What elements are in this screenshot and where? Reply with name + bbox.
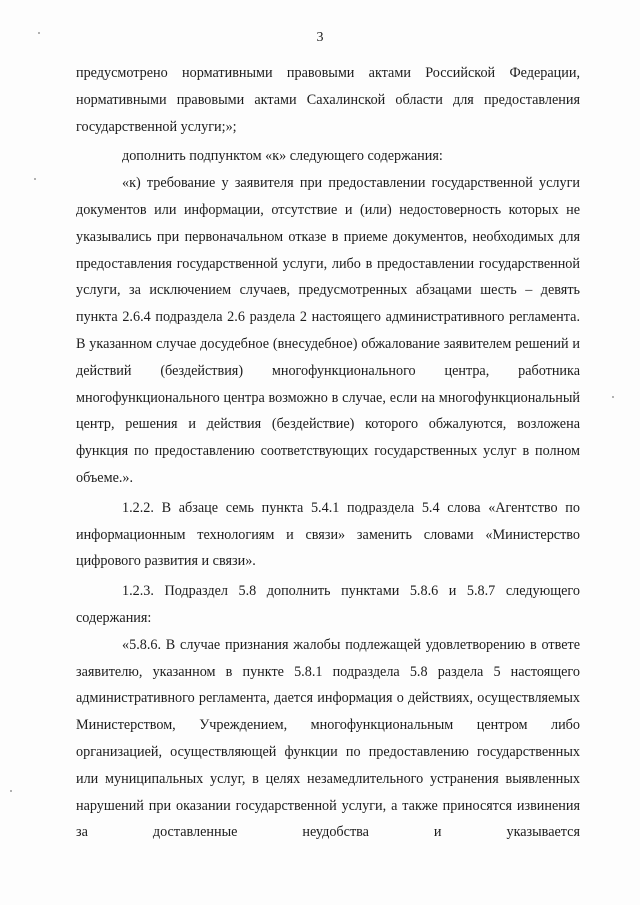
- scan-speck: [34, 178, 36, 180]
- page-number: 3: [316, 30, 324, 45]
- paragraph-subitem-k: «к) требование у заявителя при предоставлении государственной услуги документов или информации, отсутствие и (или) недостоверность которых не указывались при первоначальном отказе в приеме документов, необходимых для предоставления государственной услуги, либо в предоставлении государственной услуги, за исключением случаев, предусмотренных абзацами шесть – девять пункта 2.6.4 подраздела 2.6 раздела 2 настоящего административного регламента. В указанном случае досудебное (внесудебное) обжалование заявителем решений и действий (бездействия) многофункционального центра, работника многофункционального центра возможно в случае, если на многофункциональный центр, решения и действия (бездействие) которого обжалуются, возложена функция по предоставлению соответствующих государственных услуг в полном объеме.».: [76, 175, 580, 486]
- paragraph-1-2-3: 1.2.3. Подраздел 5.8 дополнить пунктами 5.8.6 и 5.8.7 следующего содержания:: [76, 583, 580, 626]
- scan-speck: [612, 396, 614, 398]
- paragraph-5-8-6: «5.8.6. В случае признания жалобы подлежащей удовлетворению в ответе заявителю, указанном в пункте 5.8.1 подраздела 5.8 раздела 5 настоящего административного регламента, дается информация о действиях, осуществляемых Министерством, Учреждением, многофункциональным центром либо организацией, осуществляющей функции по предоставлению государственных или муниципальных услуг, в целях незамедлительного устранения выявленных нарушений при оказании государственной услуги, а также приносятся извинения за доставленные неудобства и указывается: [76, 636, 580, 841]
- paragraph-amend-subitem: дополнить подпунктом «к» следующего содержания:: [122, 148, 443, 165]
- document-body: [76, 60, 580, 846]
- scan-speck: [10, 790, 12, 792]
- scan-speck: [38, 32, 40, 34]
- paragraph-1-2-2: 1.2.2. В абзаце семь пункта 5.4.1 подраздела 5.4 слова «Агентство по информационным технологиям и связи» заменить словами «Министерство цифрового развития и связи».: [76, 499, 580, 570]
- paragraph-continuation: предусмотрено нормативными правовыми актами Российской Федерации, нормативными правовыми актами Сахалинской области для предоставления государственной услуги;»;: [76, 65, 580, 135]
